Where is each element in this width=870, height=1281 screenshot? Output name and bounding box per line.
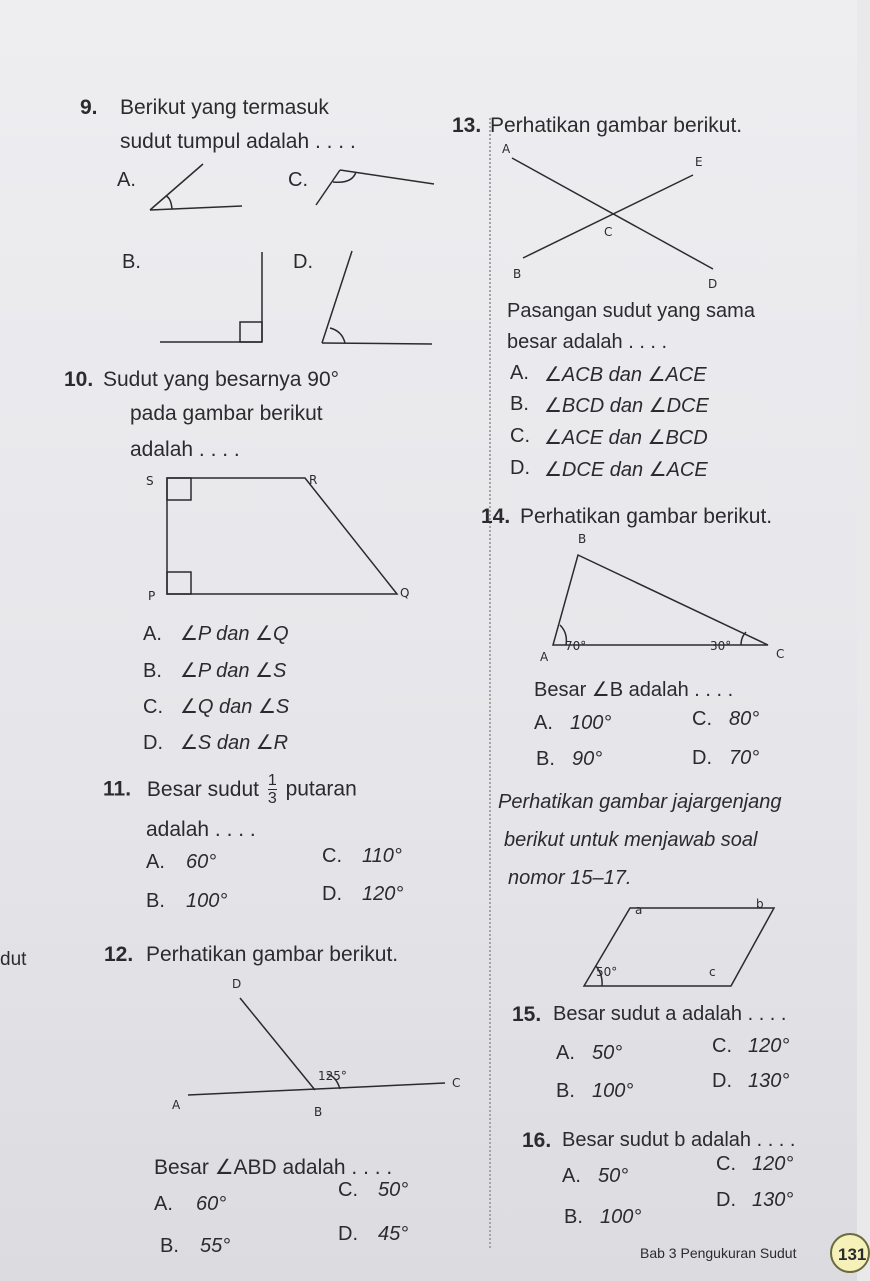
q11-number: 11. bbox=[103, 777, 132, 801]
q14-triangle bbox=[553, 555, 768, 645]
intro-line1: Perhatikan gambar jajargenjang bbox=[498, 791, 782, 813]
q9-option-d: D. bbox=[293, 251, 313, 273]
q14-label-angle-c: 30° bbox=[710, 639, 732, 653]
q11-opt-a-letter: A. bbox=[146, 851, 165, 873]
q9-figure-a bbox=[150, 164, 242, 210]
q14-label-angle-a: 70° bbox=[565, 639, 587, 653]
q11-opt-c-text: 110° bbox=[362, 845, 402, 867]
intro-line3: nomor 15–17. bbox=[508, 867, 632, 889]
q12-label-b: B bbox=[314, 1105, 323, 1119]
q9-option-a: A. bbox=[117, 169, 136, 191]
q13-opt-d-letter: D. bbox=[510, 457, 530, 479]
q16-opt-a-letter: A. bbox=[562, 1165, 581, 1187]
q16-opt-b-text: 100° bbox=[600, 1206, 642, 1228]
q14-label-c: C bbox=[776, 647, 785, 661]
q14-opt-c-text: 80° bbox=[729, 708, 760, 730]
q13-label-a: A bbox=[502, 142, 511, 156]
q15-opt-a-text: 50° bbox=[592, 1042, 623, 1064]
q13-number: 13. bbox=[452, 114, 482, 137]
intro-line2: berikut untuk menjawab soal bbox=[504, 829, 758, 851]
q14-opt-a-text: 100° bbox=[570, 712, 612, 734]
q9-figure-d bbox=[322, 251, 432, 344]
q12-opt-b-letter: B. bbox=[160, 1235, 179, 1257]
q16-opt-a-text: 50° bbox=[598, 1165, 629, 1187]
q11-post: putaran bbox=[285, 777, 357, 801]
q13-line3: besar adalah . . . . bbox=[507, 331, 668, 353]
q16-question: Besar sudut b adalah . . . . bbox=[562, 1129, 796, 1151]
q13-opt-a-letter: A. bbox=[510, 362, 529, 384]
q10-label-s: S bbox=[146, 474, 154, 488]
q10-label-q: Q bbox=[400, 586, 410, 600]
q14-opt-b-letter: B. bbox=[536, 748, 555, 770]
q10-label-p: P bbox=[148, 589, 156, 603]
q10-line2: pada gambar berikut bbox=[130, 402, 323, 425]
q11-line1 bbox=[103, 773, 357, 807]
q11-frac-num: 1 bbox=[267, 772, 277, 789]
q15-opt-d-text: 130° bbox=[748, 1070, 790, 1092]
q9-line2: sudut tumpul adalah . . . . bbox=[120, 130, 356, 153]
margin-word: dut bbox=[0, 949, 27, 970]
q9-option-b: B. bbox=[122, 251, 141, 273]
q12-opt-a-letter: A. bbox=[154, 1193, 173, 1215]
q10-opt-c-letter: C. bbox=[143, 696, 163, 718]
q15-opt-c-letter: C. bbox=[712, 1035, 732, 1057]
q12-line1: Perhatikan gambar berikut. bbox=[146, 943, 399, 966]
q11-opt-b-letter: B. bbox=[146, 890, 165, 912]
q14-opt-b-text: 90° bbox=[572, 748, 603, 770]
q13-opt-b-text: ∠BCD dan ∠DCE bbox=[544, 395, 709, 417]
q12-opt-d-letter: D. bbox=[338, 1223, 358, 1245]
q14-opt-d-text: 70° bbox=[729, 747, 760, 769]
q11-opt-d-text: 120° bbox=[362, 883, 404, 905]
q16-opt-d-letter: D. bbox=[716, 1189, 736, 1211]
q9-number: 9. bbox=[80, 96, 98, 119]
q13-label-c: C bbox=[604, 225, 613, 239]
q14-opt-d-letter: D. bbox=[692, 747, 712, 769]
q13-opt-b-letter: B. bbox=[510, 393, 529, 415]
q11-fraction bbox=[268, 773, 277, 807]
q10-line1: Sudut yang besarnya 90° bbox=[103, 368, 340, 391]
q11-opt-c-letter: C. bbox=[322, 845, 342, 867]
q10-opt-b-text: ∠P dan ∠S bbox=[180, 660, 287, 682]
q13-opt-d-text: ∠DCE dan ∠ACE bbox=[544, 459, 708, 481]
q16-opt-c-text: 120° bbox=[752, 1153, 794, 1175]
q14-opt-c-letter: C. bbox=[692, 708, 712, 730]
q15-number: 15. bbox=[512, 1003, 542, 1026]
q16-number: 16. bbox=[522, 1129, 552, 1152]
q9-line1: Berikut yang termasuk bbox=[120, 96, 329, 119]
q10-trapezoid bbox=[167, 478, 397, 594]
q10-opt-d-letter: D. bbox=[143, 732, 163, 754]
q12-label-a: A bbox=[172, 1098, 181, 1112]
q11-opt-d-letter: D. bbox=[322, 883, 342, 905]
para-label-a: a bbox=[635, 903, 643, 917]
q12-figure bbox=[188, 998, 445, 1095]
q9-option-c: C. bbox=[288, 169, 308, 191]
q15-opt-b-text: 100° bbox=[592, 1080, 634, 1102]
q13-line1: Perhatikan gambar berikut. bbox=[490, 114, 743, 137]
para-label-angle: 50° bbox=[596, 965, 618, 979]
q12-label-d: D bbox=[232, 977, 242, 991]
q12-opt-d-text: 45° bbox=[378, 1223, 409, 1245]
q10-number: 10. bbox=[64, 368, 94, 391]
q12-opt-c-letter: C. bbox=[338, 1179, 358, 1201]
q14-number: 14. bbox=[481, 505, 511, 528]
q12-question: Besar ∠ABD adalah . . . . bbox=[154, 1156, 393, 1179]
q13-opt-a-text: ∠ACB dan ∠ACE bbox=[544, 364, 707, 386]
q12-opt-c-text: 50° bbox=[378, 1179, 409, 1201]
para-label-c: c bbox=[709, 965, 716, 979]
q15-opt-b-letter: B. bbox=[556, 1080, 575, 1102]
q14-question: Besar ∠B adalah . . . . bbox=[534, 679, 734, 701]
q12-opt-a-text: 60° bbox=[196, 1193, 227, 1215]
q10-label-r: R bbox=[309, 473, 318, 487]
q13-opt-c-letter: C. bbox=[510, 425, 530, 447]
para-label-b: b bbox=[756, 897, 764, 911]
q14-line1: Perhatikan gambar berikut. bbox=[520, 505, 773, 528]
q10-opt-a-text: ∠P dan ∠Q bbox=[180, 623, 289, 645]
q10-opt-d-text: ∠S dan ∠R bbox=[180, 732, 289, 754]
q11-opt-b-text: 100° bbox=[186, 890, 228, 912]
page-number-badge: 131 bbox=[830, 1233, 870, 1273]
q13-line2: Pasangan sudut yang sama bbox=[507, 300, 755, 322]
q12-number: 12. bbox=[104, 943, 134, 966]
q12-label-angle: 125° bbox=[318, 1069, 347, 1083]
q14-opt-a-letter: A. bbox=[534, 712, 553, 734]
q14-label-b: B bbox=[578, 532, 587, 546]
footer-chapter: Bab 3 Pengukuran Sudut bbox=[640, 1245, 797, 1261]
q15-opt-a-letter: A. bbox=[556, 1042, 575, 1064]
q12-opt-b-text: 55° bbox=[200, 1235, 231, 1257]
q15-opt-c-text: 120° bbox=[748, 1035, 790, 1057]
q11-pre: Besar sudut bbox=[146, 777, 259, 801]
q16-opt-b-letter: B. bbox=[564, 1206, 583, 1228]
q9-figure-c bbox=[316, 170, 434, 205]
q10-opt-b-letter: B. bbox=[143, 660, 162, 682]
q10-opt-a-letter: A. bbox=[143, 623, 162, 645]
q16-opt-c-letter: C. bbox=[716, 1153, 736, 1175]
q13-label-e: E bbox=[695, 155, 703, 169]
q10-line3: adalah . . . . bbox=[130, 438, 240, 461]
q13-figure bbox=[512, 155, 713, 269]
q13-label-b: B bbox=[513, 267, 522, 281]
q11-line2: adalah . . . . bbox=[146, 818, 256, 841]
q15-question: Besar sudut a adalah . . . . bbox=[553, 1003, 787, 1025]
q12-label-c: C bbox=[452, 1076, 461, 1090]
q13-opt-c-text: ∠ACE dan ∠BCD bbox=[544, 427, 708, 449]
q11-frac-den: 3 bbox=[267, 790, 277, 807]
q16-opt-d-text: 130° bbox=[752, 1189, 794, 1211]
q11-opt-a-text: 60° bbox=[186, 851, 217, 873]
q10-opt-c-text: ∠Q dan ∠S bbox=[180, 696, 290, 718]
q13-label-d: D bbox=[708, 277, 718, 291]
q14-label-a: A bbox=[540, 650, 549, 664]
q9-figure-b bbox=[160, 252, 262, 342]
q15-opt-d-letter: D. bbox=[712, 1070, 732, 1092]
